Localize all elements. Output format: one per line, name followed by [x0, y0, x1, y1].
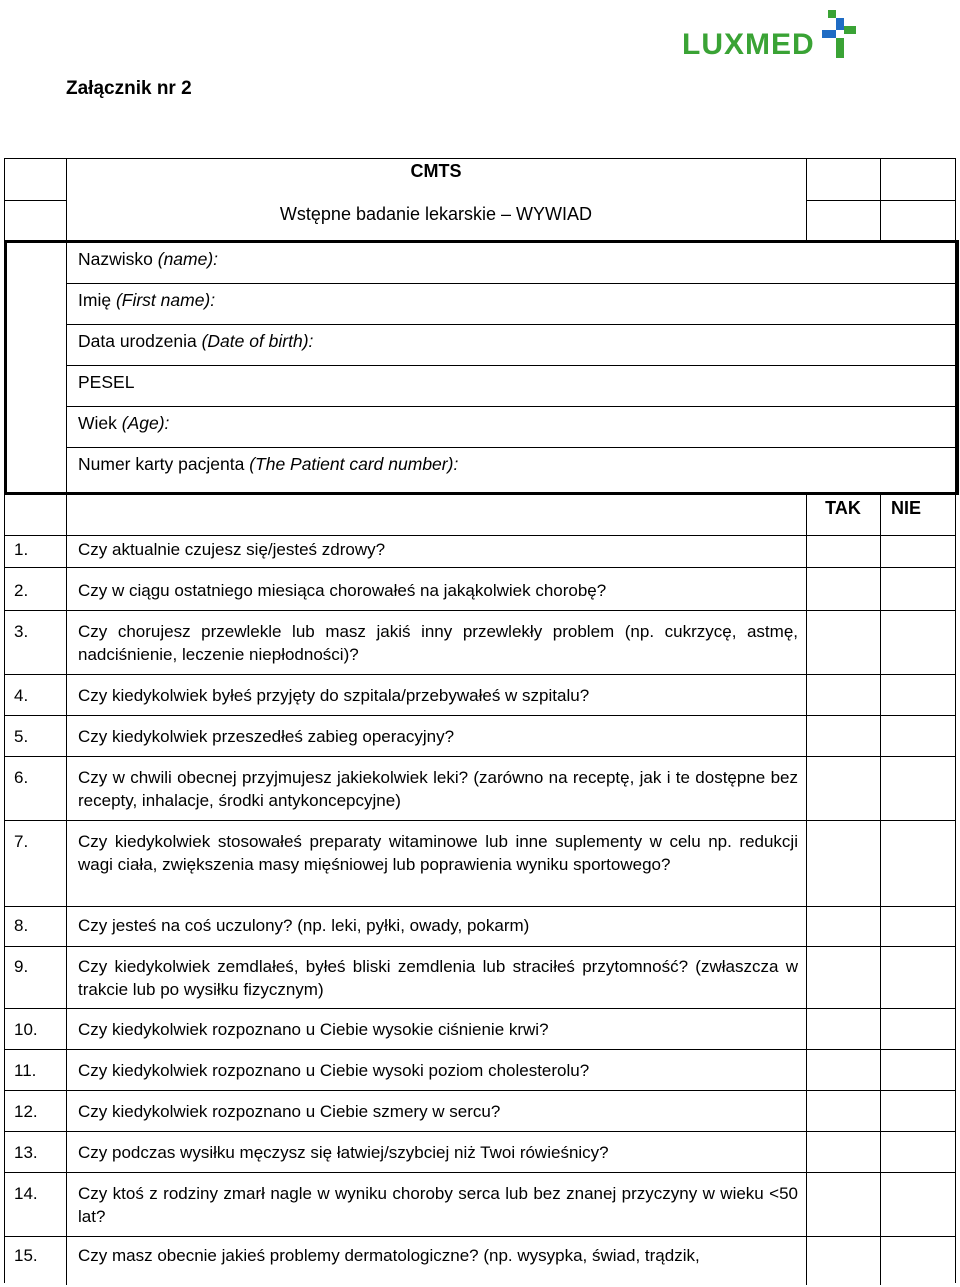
logo-text: LUXMED: [682, 28, 815, 61]
question-text: Czy kiedykolwiek stosowałeś preparaty witaminowe lub inne suplementy w celu np. redukcji wagi ciała, zwiększenia masy mięśniowej lub poprawienia wyniku sportowego?: [78, 832, 798, 874]
question-number: 5.: [14, 727, 29, 746]
field-age[interactable]: Wiek (Age):: [78, 413, 170, 433]
question-text: Czy kiedykolwiek przeszedłeś zabieg operacyjny?: [78, 727, 455, 746]
question-number: 7.: [14, 832, 29, 851]
question-text: Czy podczas wysiłku męczysz się łatwiej/szybciej niż Twoi rówieśnicy?: [78, 1143, 609, 1162]
question-number: 1.: [14, 540, 29, 559]
question-text: Czy w ciągu ostatniego miesiąca chorowałeś na jakąkolwiek chorobę?: [78, 581, 607, 600]
attachment-label: Załącznik nr 2: [66, 78, 192, 99]
form-title: CMTS: [410, 161, 462, 181]
field-first-name[interactable]: Imię (First name):: [78, 290, 216, 310]
question-number: 11.: [14, 1061, 37, 1080]
column-header-yes: TAK: [825, 498, 861, 518]
question-number: 13.: [14, 1143, 38, 1162]
question-number: 3.: [14, 622, 29, 641]
luxmed-logo: [682, 8, 857, 64]
question-text: Czy kiedykolwiek byłeś przyjęty do szpitala/przebywałeś w szpitalu?: [78, 686, 590, 705]
question-text: Czy aktualnie czujesz się/jesteś zdrowy?: [78, 540, 386, 559]
field-date-of-birth[interactable]: Data urodzenia (Date of birth):: [78, 331, 314, 351]
question-text: Czy jesteś na coś uczulony? (np. leki, pyłki, owady, pokarm): [78, 916, 530, 935]
question-number: 14.: [14, 1184, 38, 1203]
question-number: 12.: [14, 1102, 38, 1121]
question-text: Czy kiedykolwiek zemdlałeś, byłeś bliski zemdlenia lub straciłeś przytomność? (zwłaszcza w trakcie lub po wysiłku fizycznym): [78, 957, 798, 999]
question-text: Czy kiedykolwiek rozpoznano u Ciebie wysoki poziom cholesterolu?: [78, 1061, 590, 1080]
question-number: 8.: [14, 916, 29, 935]
field-pesel[interactable]: PESEL: [78, 372, 135, 392]
field-name[interactable]: Nazwisko (name):: [78, 249, 219, 269]
question-text: Czy ktoś z rodziny zmarł nagle w wyniku choroby serca lub bez znanej przyczyny w wieku <50 lat?: [78, 1184, 798, 1226]
logo-cross-icon: [818, 8, 858, 60]
field-patient-card-number[interactable]: Numer karty pacjenta (The Patient card number):: [78, 454, 459, 474]
question-text: Czy kiedykolwiek rozpoznano u Ciebie szmery w sercu?: [78, 1102, 501, 1121]
question-number: 6.: [14, 768, 29, 787]
question-text: Czy w chwili obecnej przyjmujesz jakiekolwiek leki? (zarówno na receptę, jak i te dostępne bez recepty, inhalacje, środki antykoncepcyjne): [78, 768, 798, 810]
question-text: Czy masz obecnie jakieś problemy dermatologiczne? (np. wysypka, świad, trądzik,: [78, 1246, 700, 1265]
question-number: 10.: [14, 1020, 38, 1039]
question-number: 2.: [14, 581, 29, 600]
question-text: Czy chorujesz przewlekle lub masz jakiś inny przewlekły problem (np. cukrzycę, astmę, nadciśnienie, leczenie niepłodności)?: [78, 622, 798, 664]
form-subtitle: Wstępne badanie lekarskie – WYWIAD: [279, 204, 593, 224]
question-number: 4.: [14, 686, 29, 705]
question-number: 9.: [14, 957, 29, 976]
question-text: Czy kiedykolwiek rozpoznano u Ciebie wysokie ciśnienie krwi?: [78, 1020, 549, 1039]
question-number: 15.: [14, 1246, 38, 1265]
column-header-no: NIE: [890, 498, 921, 518]
